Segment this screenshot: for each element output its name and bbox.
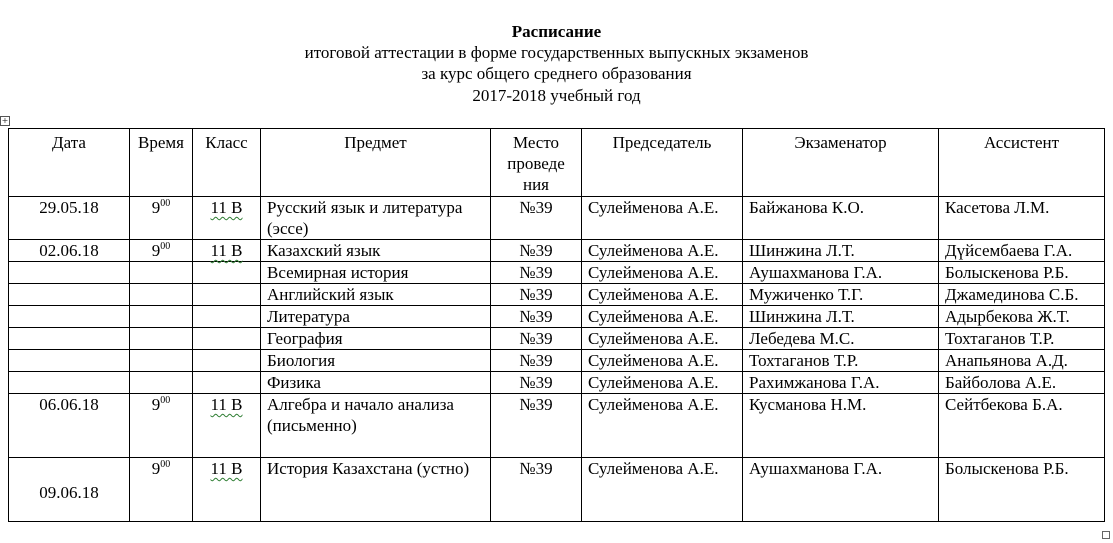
cell-assistant	[939, 284, 1105, 306]
cell-examiner-text: Мужиченко Т.Г.	[749, 285, 864, 304]
cell-examiner-text: Аушахманова Г.А.	[749, 263, 883, 282]
cell-chair-text: Сулейменова А.Е.	[588, 307, 719, 326]
time-minutes: 00	[160, 395, 171, 406]
header-assistant: Ассистент	[939, 129, 1105, 197]
cell-subject-text: Казахский язык	[267, 241, 381, 260]
cell-chair	[582, 240, 743, 262]
cell-date-text: 09.06.18	[39, 483, 99, 502]
cell-examiner	[743, 262, 939, 284]
cell-subject	[261, 197, 491, 240]
cell-time	[130, 350, 193, 372]
header-subject: Предмет	[261, 129, 491, 197]
class-label: 11 В	[210, 395, 243, 414]
table-row	[9, 328, 1105, 350]
time-minutes: 00	[160, 459, 171, 470]
cell-examiner-text: Аушахманова Г.А.	[749, 459, 883, 478]
header-place-line: ния	[522, 175, 549, 194]
time-hour: 9	[151, 459, 161, 478]
cell-subject	[261, 350, 491, 372]
cell-place	[491, 350, 582, 372]
cell-time	[130, 458, 193, 522]
cell-place	[491, 284, 582, 306]
cell-assistant-text: Тохтаганов Т.Р.	[945, 329, 1055, 348]
cell-chair-text: Сулейменова А.Е.	[588, 241, 719, 260]
cell-examiner-text: Кусманова Н.М.	[749, 395, 867, 414]
cell-assistant-text: Касетова Л.М.	[945, 198, 1050, 217]
cell-subject-text: Английский язык	[267, 285, 394, 304]
cell-place-text: №39	[519, 373, 553, 392]
cell-chair	[582, 350, 743, 372]
cell-assistant	[939, 350, 1105, 372]
table-row	[9, 350, 1105, 372]
cell-place-text: №39	[519, 329, 553, 348]
cell-date	[9, 372, 130, 394]
cell-place-text: №39	[519, 263, 553, 282]
cell-date	[9, 328, 130, 350]
cell-chair-text: Сулейменова А.Е.	[588, 263, 719, 282]
cell-examiner	[743, 306, 939, 328]
cell-date	[9, 306, 130, 328]
table-row	[9, 306, 1105, 328]
cell-examiner	[743, 350, 939, 372]
header-row	[9, 129, 1105, 197]
cell-subject-text: Алгебра и начало анализа (письменно)	[267, 395, 454, 435]
cell-assistant	[939, 328, 1105, 350]
cell-subject	[261, 458, 491, 522]
cell-place-text: №39	[519, 351, 553, 370]
cell-examiner	[743, 284, 939, 306]
cell-subject-text: Русский язык и литература (эссе)	[267, 198, 463, 238]
cell-assistant-text: Адырбекова Ж.Т.	[945, 307, 1070, 326]
cell-assistant-text: Болыскенова Р.Б.	[945, 263, 1069, 282]
table-resize-handle[interactable]	[1102, 531, 1110, 539]
cell-date-text: 02.06.18	[39, 241, 99, 260]
cell-subject	[261, 372, 491, 394]
cell-subject	[261, 328, 491, 350]
subtitle-line-1: итоговой аттестации в форме государственных выпускных экзаменов	[304, 43, 809, 62]
class-label: 11 В	[210, 198, 243, 217]
cell-subject-text: Всемирная история	[267, 263, 409, 282]
header-place-line: Место	[512, 133, 560, 152]
cell-examiner	[743, 197, 939, 240]
cell-chair	[582, 197, 743, 240]
cell-examiner-text: Лебедева М.С.	[749, 329, 855, 348]
cell-date	[9, 350, 130, 372]
cell-place-text: №39	[519, 395, 553, 414]
cell-time	[130, 262, 193, 284]
cell-subject-text: Литература	[267, 307, 350, 326]
cell-class	[193, 284, 261, 306]
schedule-table	[8, 128, 1105, 522]
time-minutes: 00	[160, 241, 171, 252]
cell-subject-text: История Казахстана (устно)	[267, 459, 470, 478]
cell-place	[491, 197, 582, 240]
cell-examiner	[743, 372, 939, 394]
cell-examiner-text: Шинжина Л.Т.	[749, 307, 855, 326]
cell-examiner-text: Тохтаганов Т.Р.	[749, 351, 859, 370]
cell-class	[193, 350, 261, 372]
move-anchor-icon[interactable]: +	[1, 116, 9, 125]
cell-chair	[582, 306, 743, 328]
cell-date	[9, 458, 130, 522]
cell-place	[491, 328, 582, 350]
header-place	[491, 129, 582, 197]
cell-subject	[261, 394, 491, 458]
cell-chair	[582, 458, 743, 522]
cell-date-text: 06.06.18	[39, 395, 99, 414]
cell-assistant	[939, 394, 1105, 458]
cell-examiner	[743, 458, 939, 522]
cell-date	[9, 394, 130, 458]
cell-examiner	[743, 394, 939, 458]
cell-subject	[261, 284, 491, 306]
cell-examiner-text: Шинжина Л.Т.	[749, 241, 855, 260]
cell-subject-text: Биология	[267, 351, 336, 370]
cell-chair-text: Сулейменова А.Е.	[588, 198, 719, 217]
cell-subject	[261, 240, 491, 262]
cell-place-text: №39	[519, 307, 553, 326]
cell-examiner	[743, 240, 939, 262]
cell-assistant	[939, 306, 1105, 328]
cell-subject-text: Физика	[267, 373, 321, 392]
subtitle-line-2: за курс общего среднего образования	[421, 64, 692, 83]
cell-time	[130, 197, 193, 240]
cell-chair	[582, 328, 743, 350]
cell-time	[130, 372, 193, 394]
table-row	[9, 240, 1105, 262]
cell-place-text: №39	[519, 241, 553, 260]
cell-place	[491, 458, 582, 522]
cell-place	[491, 262, 582, 284]
cell-place-text: №39	[519, 198, 553, 217]
cell-class	[193, 328, 261, 350]
document-title: Расписание	[511, 22, 602, 41]
cell-date-text: 29.05.18	[39, 198, 99, 217]
cell-time	[130, 328, 193, 350]
cell-chair-text: Сулейменова А.Е.	[588, 351, 719, 370]
cell-time	[130, 394, 193, 458]
cell-chair	[582, 284, 743, 306]
subtitle-line-3: 2017-2018 учебный год	[472, 86, 641, 105]
time-hour: 9	[151, 241, 161, 260]
cell-time	[130, 306, 193, 328]
class-label: 11 В	[210, 459, 243, 478]
cell-time	[130, 284, 193, 306]
cell-time	[130, 240, 193, 262]
cell-place-text: №39	[519, 285, 553, 304]
cell-assistant	[939, 372, 1105, 394]
cell-place	[491, 372, 582, 394]
cell-chair-text: Сулейменова А.Е.	[588, 329, 719, 348]
cell-examiner-text: Байжанова К.О.	[749, 198, 865, 217]
cell-assistant-text: Анапьянова А.Д.	[945, 351, 1068, 370]
cell-class	[193, 372, 261, 394]
cell-subject-text: География	[267, 329, 343, 348]
cell-assistant-text: Дүйсембаева Г.А.	[945, 241, 1073, 260]
cell-class	[193, 240, 261, 262]
cell-examiner	[743, 328, 939, 350]
cell-date	[9, 262, 130, 284]
cell-assistant-text: Сейтбекова Б.А.	[945, 395, 1063, 414]
header-place-line: проведе	[507, 154, 565, 173]
cell-date	[9, 284, 130, 306]
cell-examiner-text: Рахимжанова Г.А.	[749, 373, 880, 392]
table-row	[9, 458, 1105, 522]
header-chair: Председатель	[582, 129, 743, 197]
cell-chair	[582, 372, 743, 394]
cell-place	[491, 394, 582, 458]
cell-assistant-text: Болыскенова Р.Б.	[945, 459, 1069, 478]
cell-class	[193, 306, 261, 328]
table-row	[9, 262, 1105, 284]
table-row	[9, 284, 1105, 306]
time-hour: 9	[151, 198, 161, 217]
cell-class	[193, 262, 261, 284]
table-row	[9, 197, 1105, 240]
cell-place	[491, 240, 582, 262]
cell-chair-text: Сулейменова А.Е.	[588, 285, 719, 304]
class-label: 11 В	[210, 241, 243, 260]
header-time: Время	[130, 129, 193, 197]
header-examiner: Экзаменатор	[743, 129, 939, 197]
cell-assistant	[939, 197, 1105, 240]
cell-chair-text: Сулейменова А.Е.	[588, 459, 719, 478]
cell-chair-text: Сулейменова А.Е.	[588, 395, 719, 414]
time-hour: 9	[151, 395, 161, 414]
header-date: Дата	[9, 129, 130, 197]
cell-place	[491, 306, 582, 328]
header-class: Класс	[193, 129, 261, 197]
cell-assistant-text: Байболова А.Е.	[945, 373, 1057, 392]
cell-place-text: №39	[519, 459, 553, 478]
cell-chair	[582, 262, 743, 284]
time-minutes: 00	[160, 198, 171, 209]
cell-class	[193, 458, 261, 522]
cell-class	[193, 197, 261, 240]
table-row	[9, 394, 1105, 458]
cell-chair	[582, 394, 743, 458]
cell-subject	[261, 306, 491, 328]
table-row	[9, 372, 1105, 394]
cell-date	[9, 240, 130, 262]
cell-assistant	[939, 240, 1105, 262]
cell-date	[9, 197, 130, 240]
cell-assistant-text: Джамединова С.Б.	[945, 285, 1079, 304]
cell-assistant	[939, 262, 1105, 284]
cell-subject	[261, 262, 491, 284]
cell-chair-text: Сулейменова А.Е.	[588, 373, 719, 392]
cell-class	[193, 394, 261, 458]
cell-assistant	[939, 458, 1105, 522]
